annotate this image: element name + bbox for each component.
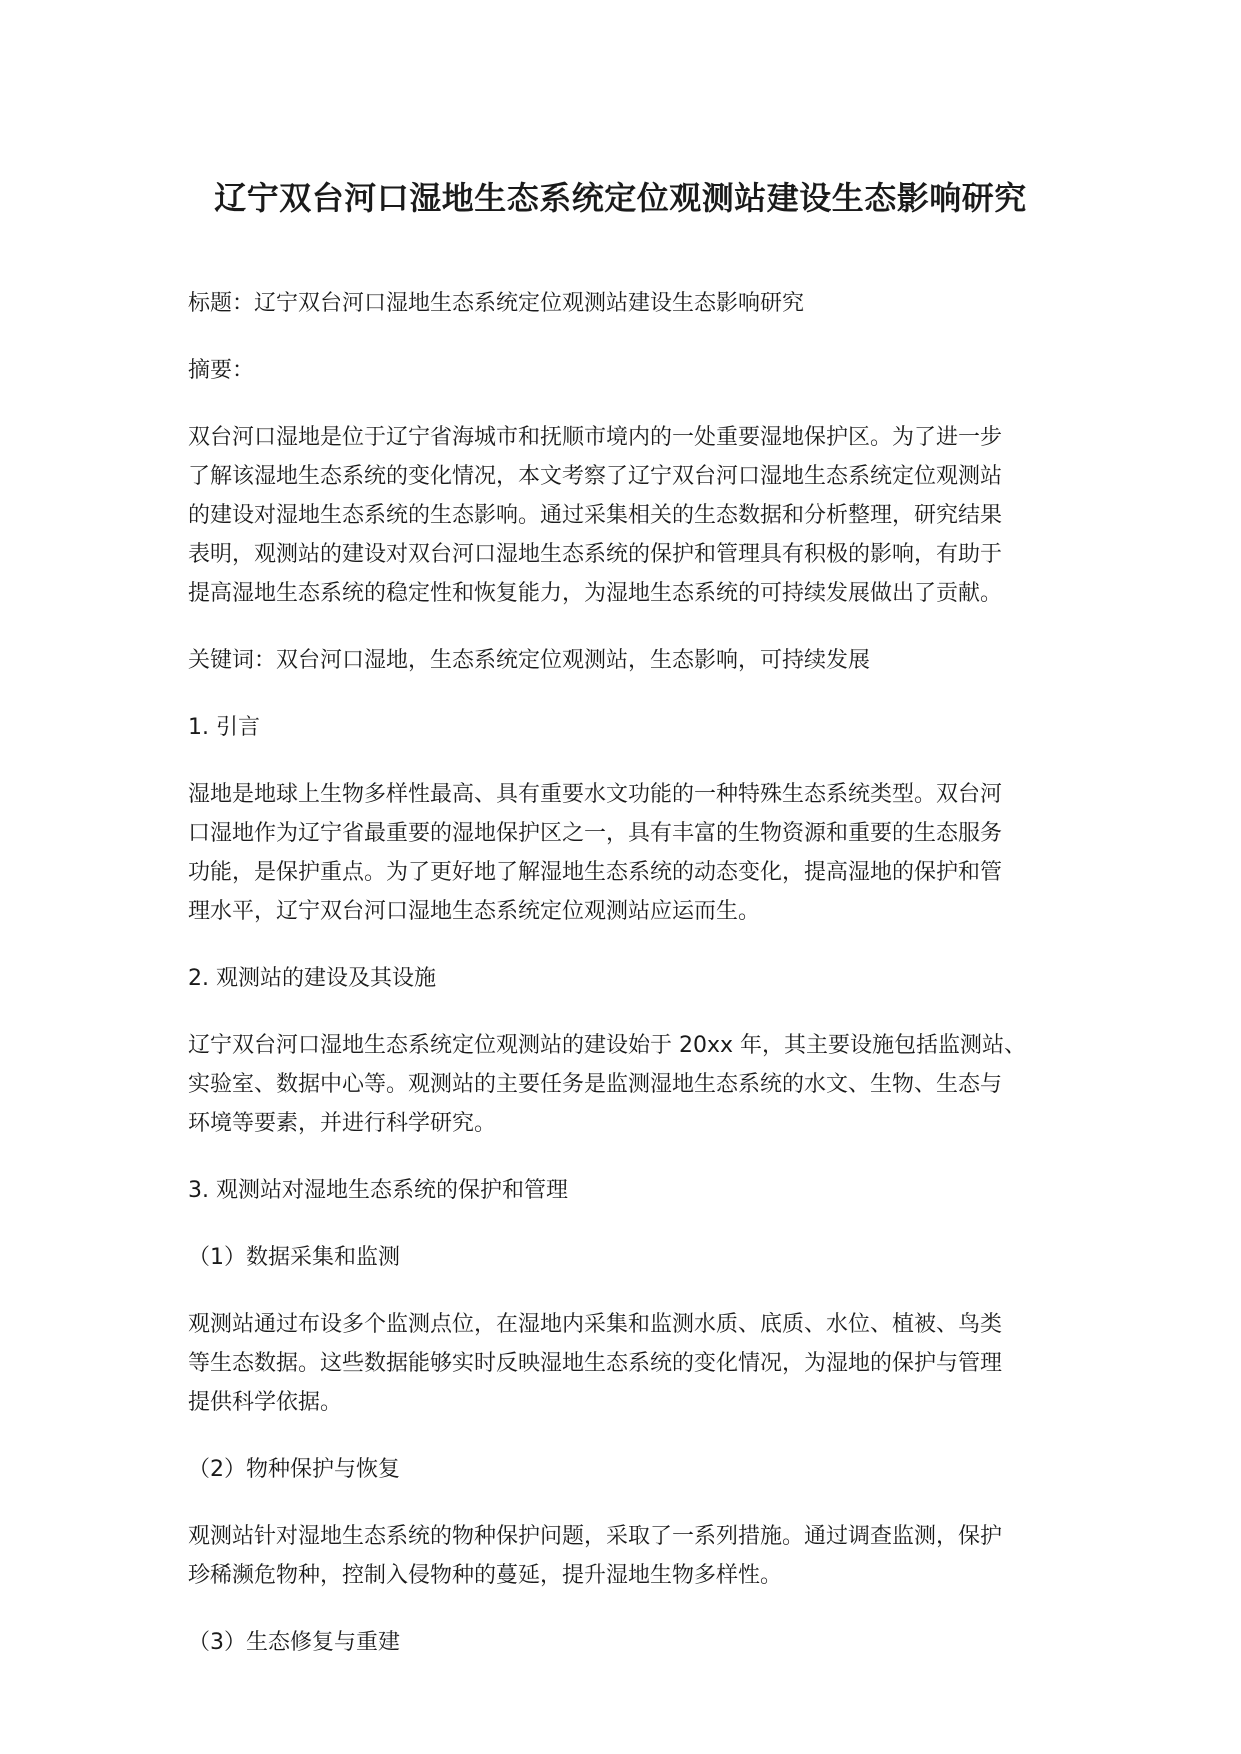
text-line: 理水平，辽宁双台河口湿地生态系统定位观测站应运而生。 [188,899,761,924]
text-line: 表明，观测站的建设对双台河口湿地生态系统的保护和管理具有积极的影响，有助于 [188,542,1003,567]
text-line: 功能，是保护重点。为了更好地了解湿地生态系统的动态变化，提高湿地的保护和管 [188,860,1003,885]
text-line: 环境等要素，并进行科学研究。 [188,1111,497,1136]
text-line: 双台河口湿地是位于辽宁省海城市和抚顺市境内的一处重要湿地保护区。为了进一步 [188,425,1003,450]
section-heading: 1. 引言 [188,715,260,740]
text-line: 辽宁双台河口湿地生态系统定位观测站的建设始于 20xx 年，其主要设施包括监测站、 [188,1033,1027,1058]
section-paragraph [188,775,1038,931]
text-line: 口湿地作为辽宁省最重要的湿地保护区之一，具有丰富的生物资源和重要的生态服务 [188,821,1003,846]
text-line: 实验室、数据中心等。观测站的主要任务是监测湿地生态系统的水文、生物、生态与 [188,1072,1003,1097]
text-line: 提供科学依据。 [188,1390,343,1415]
text-line: 观测站通过布设多个监测点位，在湿地内采集和监测水质、底质、水位、植被、鸟类 [188,1312,1003,1337]
subsection-heading: （1）数据采集和监测 [188,1245,400,1270]
abstract-label: 摘要： [188,358,255,383]
text-line: 珍稀濒危物种，控制入侵物种的蔓延，提升湿地生物多样性。 [188,1563,783,1588]
keywords: 关键词：双台河口湿地，生态系统定位观测站，生态影响，可持续发展 [188,648,871,673]
subsection-paragraph [188,1305,1038,1422]
text-line: 的建设对湿地生态系统的生态影响。通过采集相关的生态数据和分析整理，研究结果 [188,503,1003,528]
document-title: 辽宁双台河口湿地生态系统定位观测站建设生态影响研究 [214,179,1027,217]
text-line: 观测站针对湿地生态系统的物种保护问题，采取了一系列措施。通过调查监测，保护 [188,1524,1003,1549]
subsection-heading: （2）物种保护与恢复 [188,1457,400,1482]
text-line: 湿地是地球上生物多样性最高、具有重要水文功能的一种特殊生态系统类型。双台河 [188,782,1003,807]
meta-title: 标题：辽宁双台河口湿地生态系统定位观测站建设生态影响研究 [188,291,805,316]
document-body [188,284,1038,1690]
text-line: 等生态数据。这些数据能够实时反映湿地生态系统的变化情况，为湿地的保护与管理 [188,1351,1003,1376]
abstract-paragraph [188,418,1038,613]
subsection-paragraph [188,1517,1038,1595]
subsection-heading: （3）生态修复与重建 [188,1630,400,1655]
text-line: 提高湿地生态系统的稳定性和恢复能力，为湿地生态系统的可持续发展做出了贡献。 [188,581,1003,606]
section-heading: 3. 观测站对湿地生态系统的保护和管理 [188,1178,568,1203]
section-paragraph [188,1026,1038,1143]
section-heading: 2. 观测站的建设及其设施 [188,966,436,991]
text-line: 了解该湿地生态系统的变化情况，本文考察了辽宁双台河口湿地生态系统定位观测站 [188,464,1003,489]
